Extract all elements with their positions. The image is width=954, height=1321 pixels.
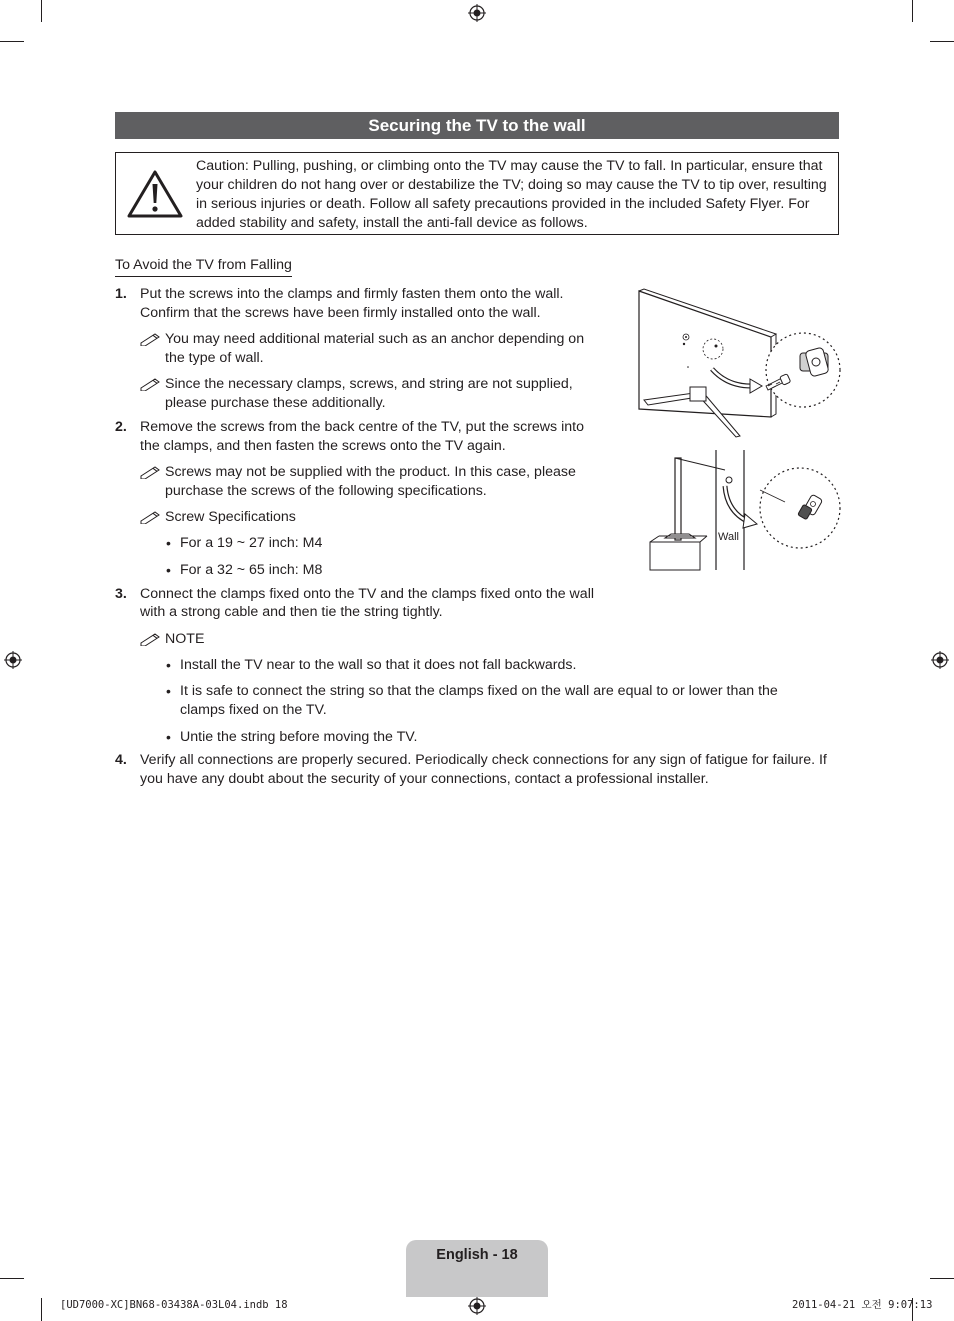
note-text: please purchase these additionally. (165, 395, 386, 411)
step-number: 4. (115, 752, 127, 768)
bullet-mark: • (166, 562, 171, 578)
note-text: purchase the screws of the following specifications. (165, 483, 487, 499)
caution-body: : Pulling, pushing, or climbing onto the TV may cause the TV to fall. In particular, ensure that your children do not hang over or destabilize the TV; doing so may cause the TV to tip over, resulting in serious injuries or death. Follow all safety precautions provided in the included Safety Flyer. For added stability and safety, install the anti-fall device as follows. (196, 158, 827, 231)
registration-mark-icon (468, 4, 486, 22)
note-text: Screw Specifications (165, 509, 296, 525)
step-text: Put the screws into the clamps and firmly fasten them onto the wall. (140, 286, 564, 302)
note-text: Screws may not be supplied with the product. In this case, please (165, 464, 576, 480)
bullet-text: For a 32 ~ 65 inch: M8 (180, 562, 323, 578)
step-text: with a strong cable and then tie the string tightly. (140, 604, 443, 620)
step-text: Remove the screws from the back centre of the TV, put the screws into (140, 419, 584, 435)
step-text: you have any doubt about the security of your connections, contact a professional installer. (140, 771, 709, 787)
pencil-note-icon (140, 332, 162, 346)
note-label: NOTE (165, 631, 205, 647)
caution-label: Caution (196, 158, 245, 174)
pencil-note-icon (140, 465, 162, 479)
pencil-note-icon (140, 377, 162, 391)
bullet-text: Untie the string before moving the TV. (180, 729, 418, 745)
step-text: Confirm that the screws have been firmly installed onto the wall. (140, 305, 541, 321)
caution-box (115, 152, 839, 235)
step-number: 1. (115, 286, 127, 302)
step-text: the clamps, and then fasten the screws onto the TV again. (140, 438, 506, 454)
file-slug: [UD7000-XC]BN68-03438A-03L04.indb 18 (60, 1299, 288, 1311)
crop-mark (0, 41, 24, 42)
registration-mark-icon (931, 651, 949, 669)
caution-text (196, 157, 832, 233)
tv-rear-clamp-illustration (636, 287, 842, 442)
step-text: Connect the clamps fixed onto the TV and the clamps fixed onto the wall (140, 586, 594, 602)
bullet-mark: • (166, 683, 171, 699)
page-title: Securing the TV to the wall (115, 112, 839, 139)
pencil-note-icon (140, 510, 162, 524)
bullet-mark: • (166, 729, 171, 745)
bullet-text: It is safe to connect the string so that the clamps fixed on the wall are equal to or lower than the (180, 683, 778, 699)
step-text: Verify all connections are properly secured. Periodically check connections for any sign of fatigue for failure. If (140, 752, 827, 768)
note-text: Since the necessary clamps, screws, and string are not supplied, (165, 376, 573, 392)
timestamp-slug: 2011-04-21 오전 9:07:13 (792, 1299, 933, 1311)
bullet-text: clamps fixed on the TV. (180, 702, 327, 718)
crop-mark (41, 0, 42, 22)
note-text: the type of wall. (165, 350, 264, 366)
pencil-note-icon (140, 632, 162, 646)
bullet-text: For a 19 ~ 27 inch: M4 (180, 535, 323, 551)
step-number: 2. (115, 419, 127, 435)
bullet-mark: • (166, 535, 171, 551)
section-heading: To Avoid the TV from Falling (115, 256, 292, 277)
crop-mark (930, 1278, 954, 1279)
registration-mark-icon (4, 651, 22, 669)
registration-mark-icon (468, 1297, 486, 1315)
crop-mark (0, 1278, 24, 1279)
wall-label: Wall (718, 531, 739, 543)
page-number: English - 18 (436, 1247, 518, 1263)
warning-triangle-icon (126, 169, 184, 219)
step-number: 3. (115, 586, 127, 602)
tv-side-wall-illustration (645, 450, 843, 572)
bullet-text: Install the TV near to the wall so that it does not fall backwards. (180, 657, 577, 673)
bullet-mark: • (166, 657, 171, 673)
crop-mark (912, 0, 913, 22)
note-text: You may need additional material such as an anchor depending on (165, 331, 585, 347)
crop-mark (930, 41, 954, 42)
crop-mark (41, 1298, 42, 1321)
